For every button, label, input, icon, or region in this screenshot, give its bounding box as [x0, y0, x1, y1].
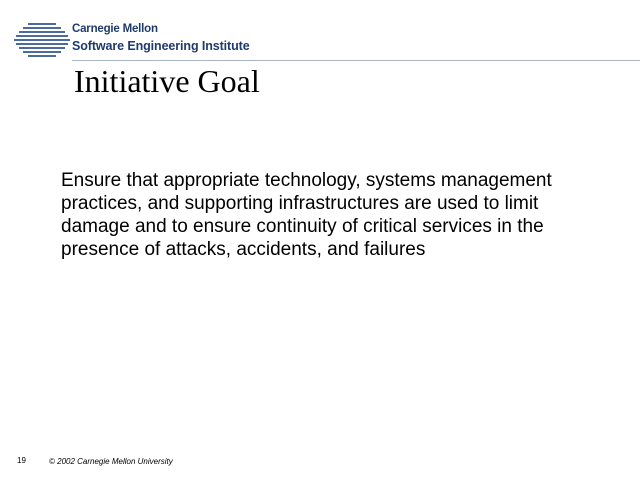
- sei-logo-text: [72, 24, 250, 52]
- copyright-notice: © 2002 Carnegie Mellon University: [49, 457, 173, 466]
- slide-header: [0, 0, 640, 105]
- page-number: 19: [17, 456, 26, 465]
- goal-statement: Ensure that appropriate technology, systems management practices, and supporting infrastructures are used to limit damage and to ensure continuity of critical services in the presence of attacks, accidents, and failures: [61, 170, 552, 260]
- logo-line-carnegie-mellon: Carnegie Mellon: [72, 23, 158, 35]
- sei-striped-globe-icon: [14, 22, 70, 58]
- logo-line-sei: Software Engineering Institute: [72, 38, 250, 53]
- slide-title: Initiative Goal: [74, 63, 260, 99]
- header-divider: [72, 60, 640, 61]
